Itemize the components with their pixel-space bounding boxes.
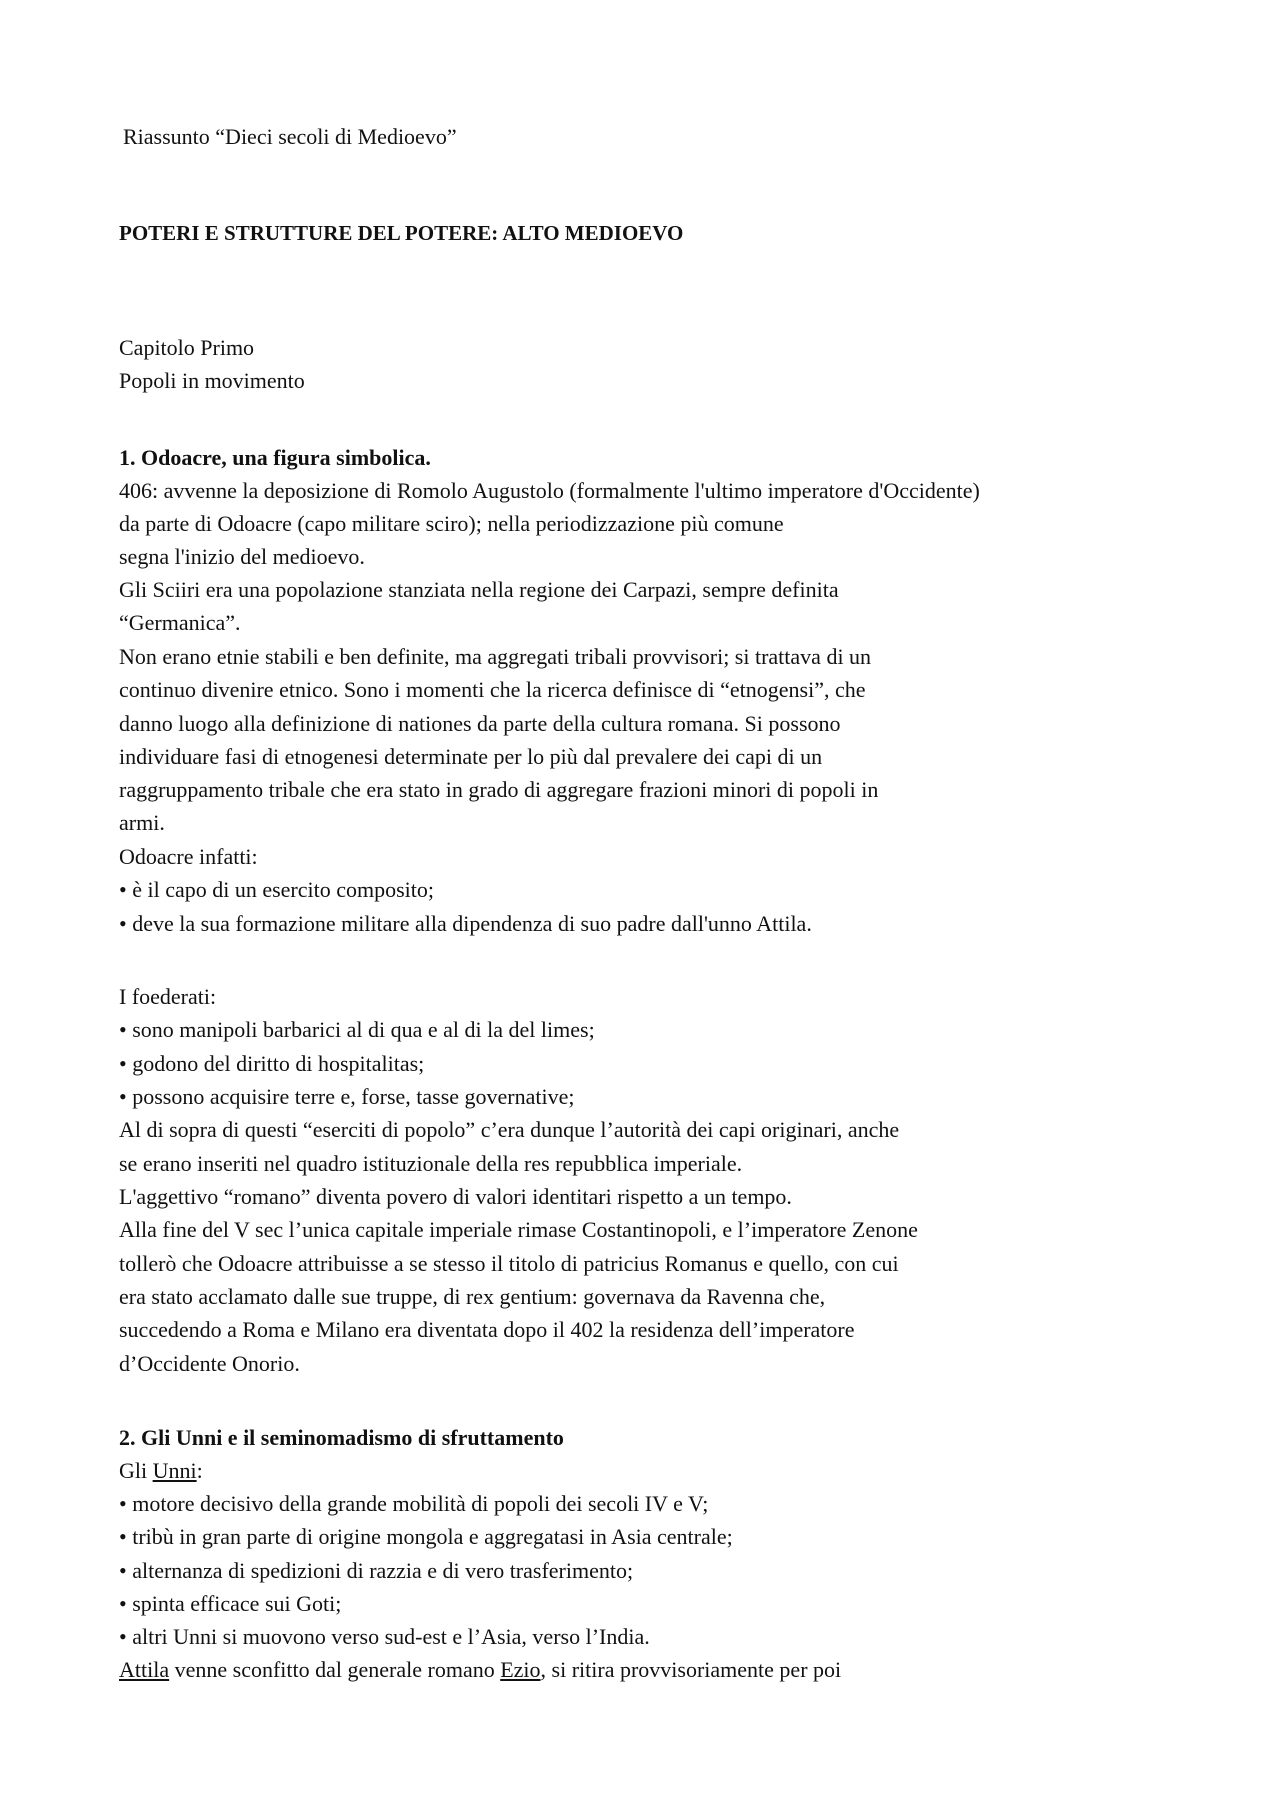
paragraph-line: Al di sopra di questi “eserciti di popolo” c’era dunque l’autorità dei capi originari, anche bbox=[119, 1117, 900, 1142]
bullet-item: • alternanza di spedizioni di razzia e di vero trasferimento; bbox=[119, 1558, 634, 1583]
text-segment: venne sconfitto dal generale romano bbox=[169, 1657, 501, 1682]
paragraph-line: da parte di Odoacre (capo militare sciro); nella periodizzazione più comune bbox=[119, 511, 784, 536]
paragraph-line: segna l'inizio del medioevo. bbox=[119, 544, 365, 569]
bullet-item: • spinta efficace sui Goti; bbox=[119, 1591, 342, 1616]
paragraph-line: succedendo a Roma e Milano era diventata dopo il 402 la residenza dell’imperatore bbox=[119, 1317, 855, 1342]
paragraph-line: danno luogo alla definizione di nationes da parte della cultura romana. Si possono bbox=[119, 711, 841, 736]
paragraph-line: Odoacre infatti: bbox=[119, 844, 258, 869]
paragraph-line: 406: avvenne la deposizione di Romolo Augustolo (formalmente l'ultimo imperatore d'Occidente) bbox=[119, 478, 980, 503]
ezio-link[interactable]: Ezio bbox=[500, 1657, 541, 1682]
bullet-item: • godono del diritto di hospitalitas; bbox=[119, 1051, 425, 1076]
intro-suffix: : bbox=[196, 1458, 203, 1483]
paragraph-line: “Germanica”. bbox=[119, 610, 241, 635]
bullet-item: • altri Unni si muovono verso sud-est e l’Asia, verso l’India. bbox=[119, 1624, 650, 1649]
bullet-item: • deve la sua formazione militare alla dipendenza di suo padre dall'unno Attila. bbox=[119, 911, 812, 936]
section2-heading: 2. Gli Unni e il seminomadismo di sfruttamento bbox=[119, 1425, 564, 1450]
paragraph-line: tollerò che Odoacre attribuisse a se stesso il titolo di patricius Romanus e quello, con cui bbox=[119, 1251, 899, 1276]
paragraph-line: se erano inseriti nel quadro istituzionale della res repubblica imperiale. bbox=[119, 1151, 743, 1176]
paragraph-line: individuare fasi di etnogenesi determinate per lo più dal prevalere dei capi di un bbox=[119, 744, 823, 769]
paragraph-line: armi. bbox=[119, 810, 165, 835]
bullet-item: • tribù in gran parte di origine mongola e aggregatasi in Asia centrale; bbox=[119, 1524, 733, 1549]
section1-heading: 1. Odoacre, una figura simbolica. bbox=[119, 445, 431, 470]
attila-link[interactable]: Attila bbox=[119, 1657, 170, 1682]
paragraph-line: d’Occidente Onorio. bbox=[119, 1351, 300, 1376]
bullet-item: • possono acquisire terre e, forse, tasse governative; bbox=[119, 1084, 575, 1109]
document-title: Riassunto “Dieci secoli di Medioevo” bbox=[123, 124, 457, 149]
paragraph-line: Non erano etnie stabili e ben definite, ma aggregati tribali provvisori; si trattava di un bbox=[119, 644, 872, 669]
intro-prefix: Gli bbox=[119, 1458, 153, 1483]
paragraph-line: Alla fine del V sec l’unica capitale imperiale rimase Costantinopoli, e l’imperatore Zenone bbox=[119, 1217, 918, 1242]
chapter-label: Capitolo Primo bbox=[119, 335, 255, 360]
paragraph-line: era stato acclamato dalle sue truppe, di rex gentium: governava da Ravenna che, bbox=[119, 1284, 826, 1309]
section2-intro bbox=[119, 1456, 203, 1486]
paragraph-line: Gli Sciiri era una popolazione stanziata nella regione dei Carpazi, sempre definita bbox=[119, 577, 839, 602]
paragraph-line: L'aggettivo “romano” diventa povero di valori identitari rispetto a un tempo. bbox=[119, 1184, 792, 1209]
chapter-title: Popoli in movimento bbox=[119, 368, 305, 393]
paragraph-line: continuo divenire etnico. Sono i momenti che la ricerca definisce di “etnogensi”, che bbox=[119, 677, 866, 702]
part-heading: POTERI E STRUTTURE DEL POTERE: ALTO MEDIOEVO bbox=[119, 221, 684, 245]
paragraph-line: raggruppamento tribale che era stato in grado di aggregare frazioni minori di popoli in bbox=[119, 777, 879, 802]
bullet-item: • motore decisivo della grande mobilità di popoli dei secoli IV e V; bbox=[119, 1491, 709, 1516]
text-segment: , si ritira provvisoriamente per poi bbox=[540, 1657, 842, 1682]
paragraph-line: I foederati: bbox=[119, 984, 217, 1009]
unni-link[interactable]: Unni bbox=[152, 1458, 197, 1483]
section2-last-line bbox=[119, 1655, 841, 1685]
bullet-item: • sono manipoli barbarici al di qua e al di la del limes; bbox=[119, 1017, 595, 1042]
bullet-item: • è il capo di un esercito composito; bbox=[119, 877, 435, 902]
